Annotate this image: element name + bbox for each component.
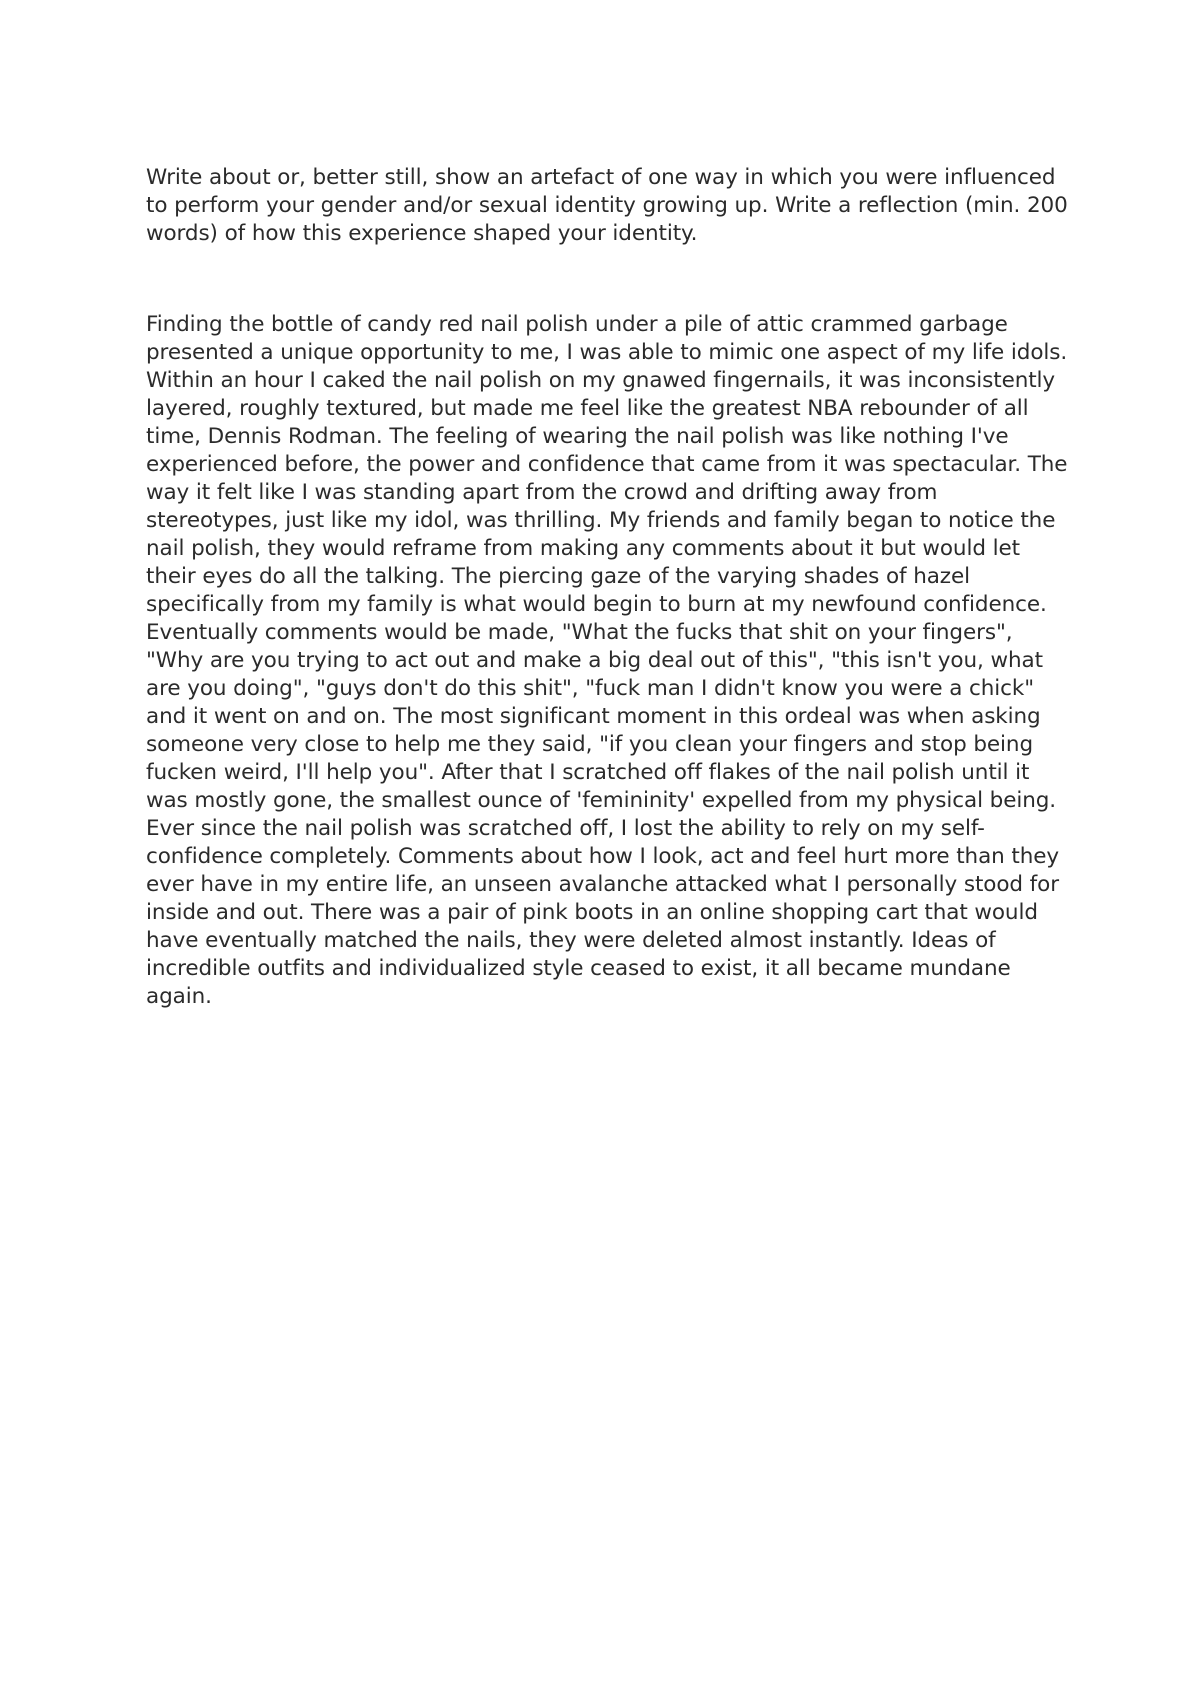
prompt-text: Write about or, better still, show an artefact of one way in which you were influenced to perform your gender and/or sexual identity growing up. Write a reflection (min. 200 words) of how this experience shaped your identity.	[146, 165, 1068, 246]
reflection-response	[146, 311, 1076, 1011]
response-text: Finding the bottle of candy red nail polish under a pile of attic crammed garbage presented a unique opportunity to me, I was able to mimic one aspect of my life idols. Within an hour I caked the nail polish on my gnawed fingernails, it was inconsistently layered, roughly textured, but made me feel like the greatest NBA rebounder of all time, Dennis Rodman. The feeling of wearing the nail polish was like nothing I've experienced before, the power and confidence that came from it was spectacular. The way it felt like I was standing apart from the crowd and drifting away from stereotypes, just like my idol, was thrilling. My friends and family began to notice the nail polish, they would reframe from making any comments about it but would let their eyes do all the talking. The piercing gaze of the varying shades of hazel specifically from my family is what would begin to burn at my newfound confidence. Eventually comments would be made, "What the fucks that shit on your fingers", "Why are you trying to act out and make a big deal out of this", "this isn't you, what are you doing", "guys don't do this shit", "fuck man I didn't know you were a chick" and it went on and on. The most significant moment in this ordeal was when asking someone very close to help me they said, "if you clean your fingers and stop being fucken weird, I'll help you". After that I scratched off flakes of the nail polish until it was mostly gone, the smallest ounce of 'femininity' expelled from my physical being. Ever since the nail polish was scratched off, I lost the ability to rely on my self-confidence completely. Comments about how I look, act and feel hurt more than they ever have in my entire life, an unseen avalanche attacked what I personally stood for inside and out. There was a pair of pink boots in an online shopping cart that would have eventually matched the nails, they were deleted almost instantly. Ideas of incredible outfits and individualized style ceased to exist, it all became mundane again.	[146, 312, 1068, 1009]
assignment-prompt	[146, 164, 1076, 248]
